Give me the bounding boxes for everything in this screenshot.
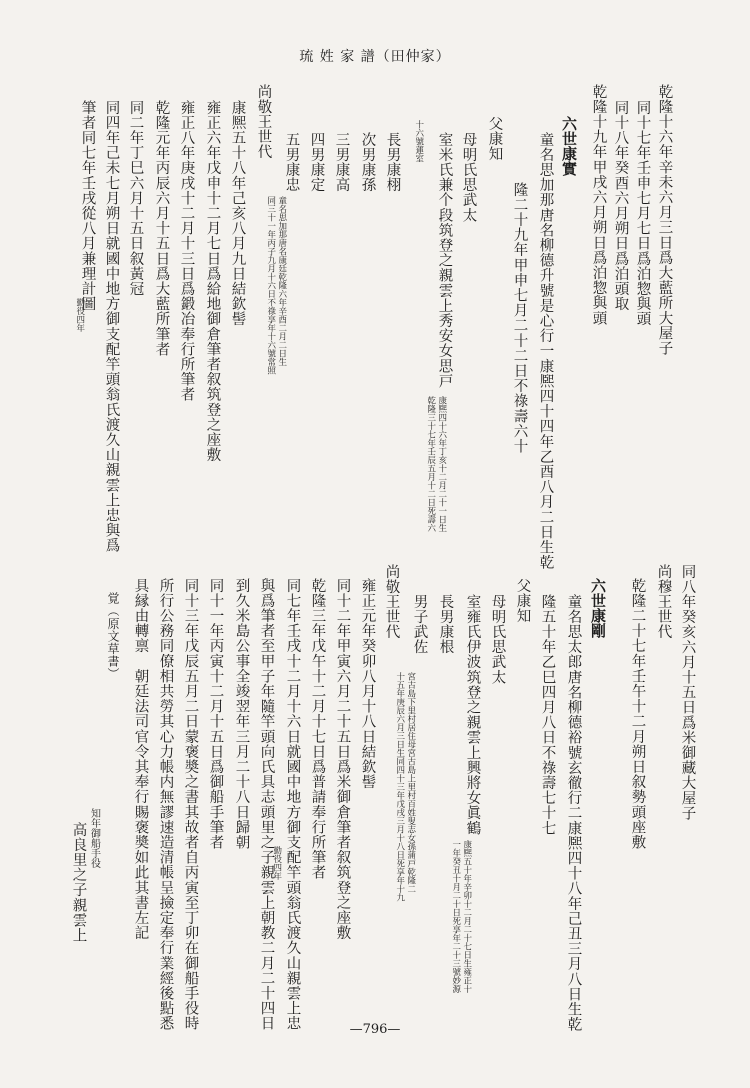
text-line: 雍正八年庚戌十二月十三日爲鍛冶奉行所筆者 — [178, 100, 195, 402]
text-line: 同十三年戊辰五月二日蒙褒奬之書其故者自丙寅至丁卯在御船手役時 — [182, 578, 199, 1031]
text-line: 乾隆元年丙辰六月十五日爲大藍所筆者 — [153, 100, 170, 357]
text-line: 次男康孫 — [359, 132, 376, 193]
text-line: 男子武佐 — [411, 594, 428, 655]
annotation: 勤役四年 — [271, 846, 282, 880]
text-line: 雍正六年戊申十二月七日爲給地御倉筆者叙筑登之座敷 — [204, 100, 221, 463]
annotation: 同三十一年丙子九月十六日不祿享年十六號常照 — [265, 196, 276, 375]
text-line: 室米氏兼个段筑登之親雲上秀安女思戸 — [436, 132, 453, 389]
text-line: 長男康栩 — [384, 132, 401, 193]
text-line: 父康知 — [486, 116, 503, 162]
text-line: 同四年己未七月朔日就國中地方御支配竿頭翁氏渡久山親雲上忠與爲 — [103, 100, 120, 553]
annotation: 十六號蓮室 — [413, 120, 424, 163]
annotation: 知年御船手役 — [88, 808, 100, 868]
text-line: 康熈五十八年己亥八月九日結欽髻 — [229, 100, 246, 327]
text-line: 同十一年丙寅十二月十五日爲御船手筆者 — [207, 578, 224, 850]
annotation: 童名思加那唐名康廷乾隆六年辛酉二月二日生 — [276, 196, 287, 366]
annotation: 十五年庚辰六月三日生同四十三年戊戌三月十八日死享年十九 — [394, 672, 405, 902]
text-line: 筆者同七年壬戌從八月兼理計圖 — [79, 100, 96, 312]
text-line: 隆二十九年甲申七月二十二日不祿壽六十 — [511, 182, 528, 454]
text-line: 同二年丁巳六月十五日叙黃冠 — [127, 100, 144, 297]
text-line: 四男康定 — [308, 132, 325, 193]
text-line: 父康知 — [514, 578, 531, 624]
generation-heading: 六世康實 — [560, 116, 578, 176]
annotation: 康熈四十六年丁亥十二月二十一日生 — [436, 396, 447, 532]
text-line: 乾隆十九年甲戌六月朔日爲泊惣與頭 — [590, 84, 607, 326]
text-line: 與爲筆者至甲子年隨竿頭向氏具志頭里之子親雲上朝教二月二十四日 — [258, 578, 275, 1031]
text-line: 同十二年甲寅六月二十五日爲米御倉筆者叙筑登之座敷 — [334, 578, 351, 941]
text-line: 童名思加那唐名柳德升號是心行一康熈四十四年乙酉八月二日生乾 — [537, 132, 554, 570]
text-line: 五男康忠 — [283, 132, 300, 193]
annotation: 一年癸丑十月二十日死享年二十三號妙源 — [450, 840, 461, 993]
annotation: 勤役四年 — [74, 298, 85, 332]
text-line: 到久米島公事全竣翌年三月二十八日歸朝 — [233, 578, 250, 850]
annotation: 宮古島下里村居住母宮古島上里村百姓叟志女孫蒲戸乾隆二 — [405, 672, 416, 893]
text-line: 同十八年癸酉六月朔日爲泊頭取 — [612, 100, 629, 312]
text-line: 所行公務同僚相共勞其心力帳内無謬速造清帳呈撿定奉行業經後點悉 — [157, 578, 174, 1031]
text-line: 同十七年壬申七月七日爲泊惣與頭 — [634, 100, 651, 327]
era-heading: 尚穆王世代 — [655, 564, 672, 640]
signature-line: 高良里之子親雲上 — [70, 822, 87, 943]
text-line: 乾隆三年戊午十二月十七日爲普請奉行所筆者 — [309, 578, 326, 880]
text-line: 長男康根 — [437, 594, 454, 655]
text-line: 室雍氏伊波筑登之親雲上興將女眞鶴 — [464, 594, 481, 836]
text-line: 雍正元年癸卯八月十八日結欽髻 — [359, 578, 376, 790]
text-line: 三男康高 — [333, 132, 350, 193]
text-line: 乾隆十六年辛未六月三日爲大藍所大屋子 — [656, 84, 673, 356]
page-header: 琉 姓 家 譜（田仲家） — [299, 49, 451, 65]
annotation: 乾隆三十七年壬辰五月十二日死壽六 — [425, 396, 436, 532]
text-line: 母明氏思武太 — [460, 132, 477, 223]
text-line: 隆五十年乙巳四月八日不祿壽七十七 — [539, 594, 556, 836]
era-heading: 尚敬王世代 — [383, 564, 400, 640]
text-line: 覚（原文草書） — [106, 592, 120, 681]
era-heading: 尚敬王世代 — [255, 84, 272, 160]
text-line: 同八年癸亥六月十五日爲米御藏大屋子 — [679, 564, 696, 821]
generation-heading: 六世康剛 — [589, 578, 607, 638]
annotation: 康熈五十年辛卯十二月二十七日生雍正十 — [461, 840, 472, 993]
text-line: 具縁由轉禀 朝廷法司官令其奉行賜褒奬如此其書左記 — [132, 578, 149, 941]
text-line: 母明氏思武太 — [489, 594, 506, 685]
text-line: 乾隆二十七年壬午十二月朔日叙勢頭座敷 — [629, 578, 646, 850]
text-line: 童名思太郎唐名柳德裕號玄徹行二康熈四十八年己丑三月八日生乾 — [565, 594, 582, 1032]
page-number: —796— — [349, 1022, 401, 1037]
text-line: 同七年壬戌十二月十六日就國中地方御支配竿頭翁氏渡久山親雲上忠 — [284, 578, 301, 1031]
